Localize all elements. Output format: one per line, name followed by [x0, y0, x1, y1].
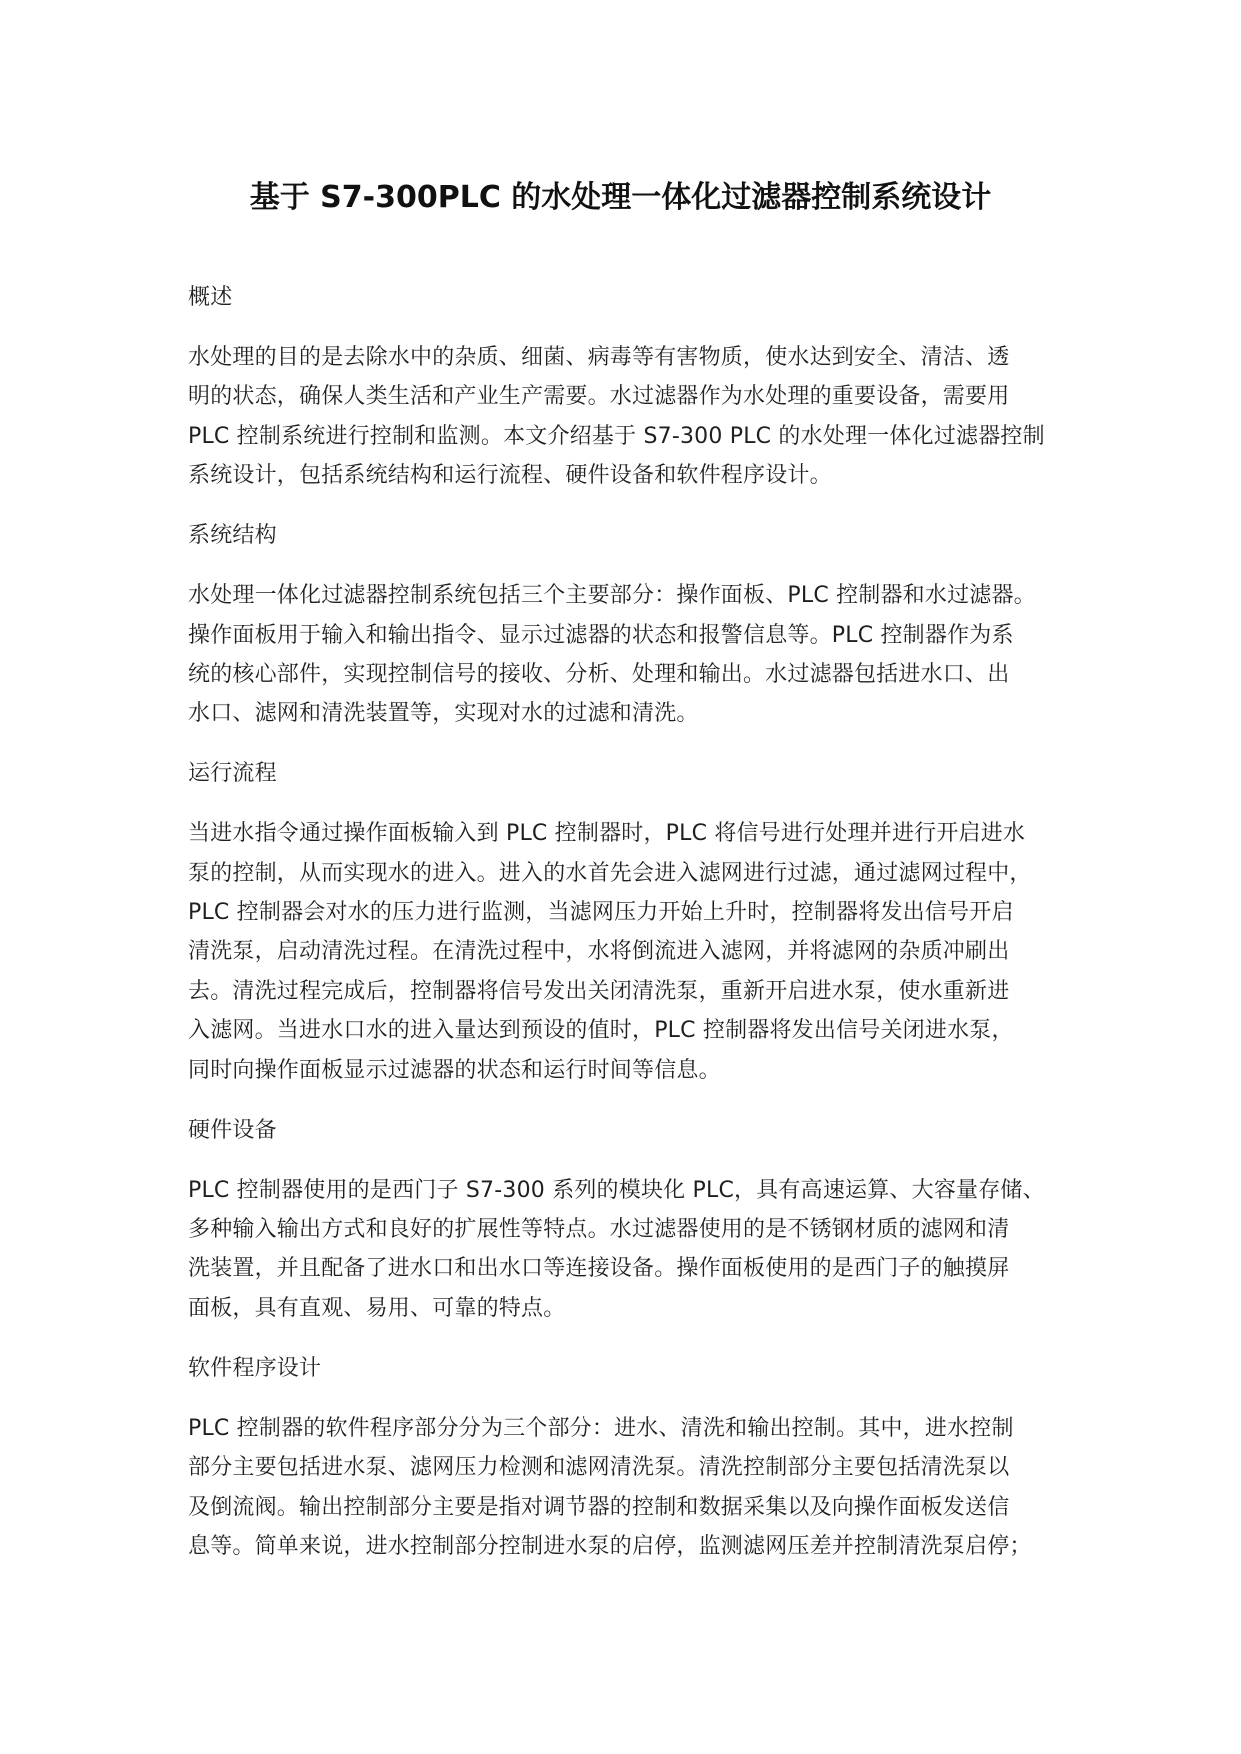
paragraph-line: 水处理的目的是去除水中的杂质、细菌、病毒等有害物质，使水达到安全、清洁、透: [188, 344, 1010, 370]
paragraph-line: 水口、滤网和清洗装置等，实现对水的过滤和清洗。: [188, 701, 699, 727]
paragraph-line: 操作面板用于输入和输出指令、显示过滤器的状态和报警信息等。PLC 控制器作为系: [188, 622, 1014, 648]
paragraph-line: 统的核心部件，实现控制信号的接收、分析、处理和输出。水过滤器包括进水口、出: [188, 661, 1010, 687]
paragraph-line: 多种输入输出方式和良好的扩展性等特点。水过滤器使用的是不锈钢材质的滤网和清: [188, 1216, 1010, 1242]
paragraph-line: PLC 控制器会对水的压力进行监测，当滤网压力开始上升时，控制器将发出信号开启: [188, 900, 1014, 926]
paragraph-line: 清洗泵，启动清洗过程。在清洗过程中，水将倒流进入滤网，并将滤网的杂质冲刷出: [188, 939, 1010, 965]
paragraph-operation-flow: [188, 814, 1188, 1090]
paragraph-software: [188, 1409, 1188, 1567]
document-body: [188, 278, 1188, 1587]
section-heading-operation-flow: [188, 754, 1188, 793]
paragraph-line: 及倒流阀。输出控制部分主要是指对调节器的控制和数据采集以及向操作面板发送信: [188, 1494, 1010, 1520]
paragraph-line: 息等。简单来说，进水控制部分控制进水泵的启停，监测滤网压差并控制清洗泵启停；: [188, 1533, 1032, 1559]
section-heading: 系统结构: [188, 523, 277, 549]
paragraph-hardware: [188, 1171, 1188, 1329]
section-heading: 软件程序设计: [188, 1355, 322, 1381]
paragraph-line: 部分主要包括进水泵、滤网压力检测和滤网清洗泵。清洗控制部分主要包括清洗泵以: [188, 1455, 1010, 1481]
paragraph-system-structure: [188, 576, 1188, 734]
paragraph-line: 明的状态，确保人类生活和产业生产需要。水过滤器作为水处理的重要设备，需要用: [188, 384, 1010, 410]
section-heading-software: [188, 1349, 1188, 1388]
section-heading: 概述: [188, 285, 233, 310]
paragraph-line: 同时向操作面板显示过滤器的状态和运行时间等信息。: [188, 1057, 721, 1083]
paragraph-line: 洗装置，并且配备了进水口和出水口等连接设备。操作面板使用的是西门子的触摸屏: [188, 1256, 1010, 1282]
document-title: 基于 S7-300PLC 的水处理一体化过滤器控制系统设计: [249, 180, 992, 215]
section-heading: 硬件设备: [188, 1117, 277, 1143]
section-heading-hardware: [188, 1111, 1188, 1150]
paragraph-line: 面板，具有直观、易用、可靠的特点。: [188, 1295, 566, 1321]
paragraph-line: PLC 控制系统进行控制和监测。本文介绍基于 S7-300 PLC 的水处理一体化过滤器控制: [188, 423, 1045, 449]
paragraph-line: 去。清洗过程完成后，控制器将信号发出关闭清洗泵，重新开启进水泵，使水重新进: [188, 978, 1010, 1004]
paragraph-overview: [188, 338, 1188, 496]
section-heading-overview: [188, 278, 1188, 317]
section-heading-system-structure: [188, 516, 1188, 555]
paragraph-line: PLC 控制器的软件程序部分分为三个部分：进水、清洗和输出控制。其中，进水控制: [188, 1415, 1014, 1441]
paragraph-line: 系统设计，包括系统结构和运行流程、硬件设备和软件程序设计。: [188, 463, 832, 489]
section-heading: 运行流程: [188, 761, 277, 787]
paragraph-line: 泵的控制，从而实现水的进入。进入的水首先会进入滤网进行过滤，通过滤网过程中，: [188, 860, 1032, 886]
paragraph-line: 入滤网。当进水口水的进入量达到预设的值时，PLC 控制器将发出信号关闭进水泵，: [188, 1018, 1014, 1044]
paragraph-line: 当进水指令通过操作面板输入到 PLC 控制器时，PLC 将信号进行处理并进行开启进水: [188, 821, 1026, 847]
paragraph-line: 水处理一体化过滤器控制系统包括三个主要部分：操作面板、PLC 控制器和水过滤器。: [188, 583, 1036, 609]
paragraph-line: PLC 控制器使用的是西门子 S7-300 系列的模块化 PLC，具有高速运算、大容量存储、: [188, 1177, 1045, 1203]
